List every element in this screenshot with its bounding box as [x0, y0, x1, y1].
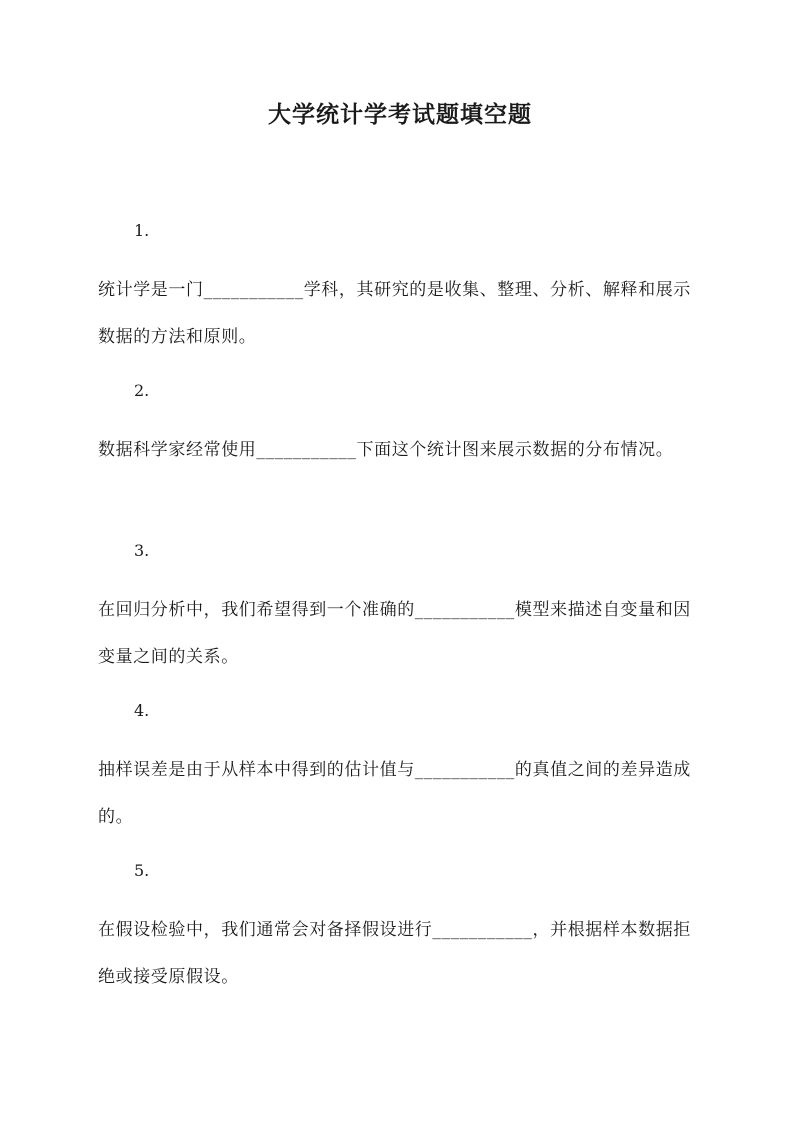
question-text: 在回归分析中，我们希望得到一个准确的___________模型来描述自变量和因变量之间的关系。 [98, 600, 691, 667]
question-text: 数据科学家经常使用___________下面这个统计图来展示数据的分布情况。 [98, 440, 674, 460]
question-number: 4. [134, 701, 150, 720]
question-number: 1. [134, 221, 150, 240]
question-1 [98, 219, 708, 361]
question-number: 5. [134, 861, 150, 880]
question-text: 在假设检验中，我们通常会对备择假设进行___________，并根据样本数据拒绝或接受原假设。 [98, 920, 691, 987]
question-2 [98, 379, 708, 474]
question-text: 抽样误差是由于从样本中得到的估计值与___________的真值之间的差异造成的。 [98, 760, 691, 827]
question-4 [98, 699, 708, 841]
question-5 [98, 859, 708, 1001]
page-title: 大学统计学考试题填空题 [268, 101, 532, 128]
question-number: 3. [134, 541, 150, 560]
question-number: 2. [134, 381, 150, 400]
question-3 [98, 539, 708, 681]
question-text: 统计学是一门___________学科，其研究的是收集、整理、分析、解释和展示数据的方法和原则。 [98, 280, 691, 347]
